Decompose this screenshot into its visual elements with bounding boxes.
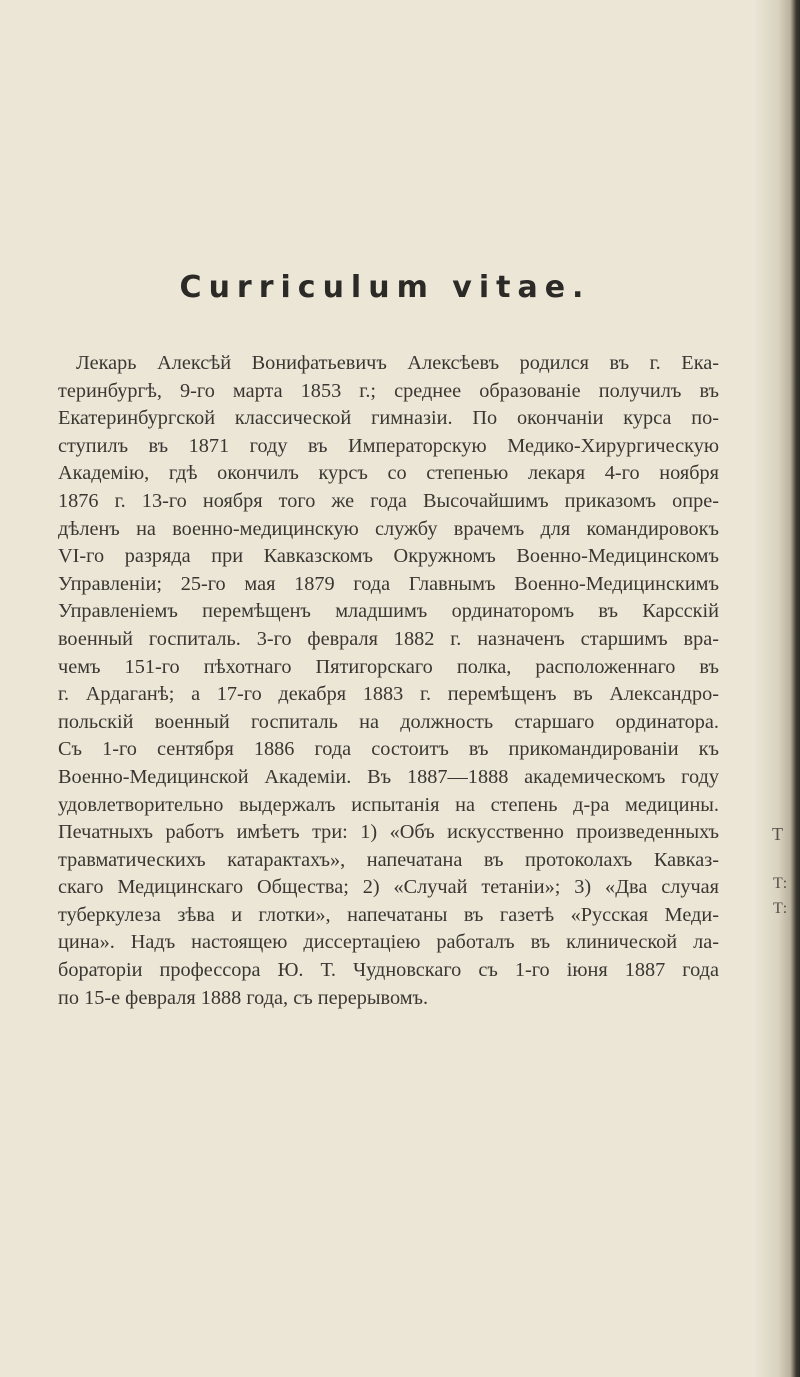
text-line: Управленіемъ перемѣщенъ младшимъ ординаторомъ въ Карсскій [58, 600, 719, 623]
text-line: Военно-Медицинской Академіи. Въ 1887—1888 академическомъ году [58, 765, 719, 788]
text-line: удовлетворительно выдержалъ испытанія на степень д-ра медицины. [58, 793, 719, 816]
text-line: чемъ 151-го пѣхотнаго Пятигорскаго полка, расположеннаго въ [58, 655, 719, 678]
text-line: VI-го разряда при Кавказскомъ Окружномъ Военно-Медицинскомъ [58, 545, 719, 568]
text-line: туберкулеза зѣва и глотки», напечатаны въ газетѣ «Русская Меди- [58, 903, 719, 926]
text-line: теринбургѣ, 9-го марта 1853 г.; среднее образованіе получилъ въ [58, 379, 719, 402]
text-line: польскій военный госпиталь на должность старшаго ординатора. [58, 710, 719, 733]
text-line: Лекарь Алексѣй Вонифатьевичъ Алексѣевъ родился въ г. Ека- [76, 352, 719, 374]
text-line: Печатныхъ работъ имѣетъ три: 1) «Объ искусственно произведенныхъ [58, 821, 719, 844]
text-line: Управленіи; 25-го мая 1879 года Главнымъ Военно-Медицинскимъ [58, 572, 719, 595]
text-line: дѣленъ на военно-медицинскую службу врачемъ для командировокъ [58, 517, 719, 540]
text-line: скаго Медицинскаго Общества; 2) «Случай тетаніи»; 3) «Два случая [58, 876, 719, 899]
text-line: Академію, гдѣ окончилъ курсъ со степенью лекаря 4-го ноября [58, 462, 719, 485]
text-line: по 15-е февраля 1888 года, съ перерывомъ. [58, 986, 429, 1009]
margin-glyph: Т: [773, 875, 788, 892]
text-line: Съ 1-го сентября 1886 года состоитъ въ прикомандированіи къ [58, 738, 719, 761]
text-line: травматическихъ катарактахъ», напечатана въ протоколахъ Кавказ- [58, 848, 719, 871]
text-line: 1876 г. 13-го ноября того же года Высочайшимъ приказомъ опре- [58, 489, 719, 512]
text-line: бораторіи профессора Ю. Т. Чудновскаго съ 1-го іюня 1887 года [58, 959, 719, 982]
margin-glyph: Т [772, 824, 783, 844]
page-title: Curriculum vitae. [179, 270, 591, 305]
text-line: г. Ардаганѣ; а 17-го декабря 1883 г. перемѣщенъ въ Александро- [58, 683, 719, 706]
biography-paragraph [58, 350, 719, 1012]
text-line: Екатеринбургской классической гимназіи. По окончаніи курса по- [58, 407, 719, 430]
text-line: цина». Надъ настоящею диссертаціею работалъ въ клинической ла- [58, 931, 719, 954]
text-line: военный госпиталь. 3-го февраля 1882 г. назначенъ старшимъ вра- [58, 627, 719, 650]
text-line: ступилъ въ 1871 году въ Императорскую Медико-Хирургическую [58, 434, 719, 457]
scan-edge-shadow [752, 0, 800, 1377]
margin-glyph: Т: [773, 900, 788, 917]
